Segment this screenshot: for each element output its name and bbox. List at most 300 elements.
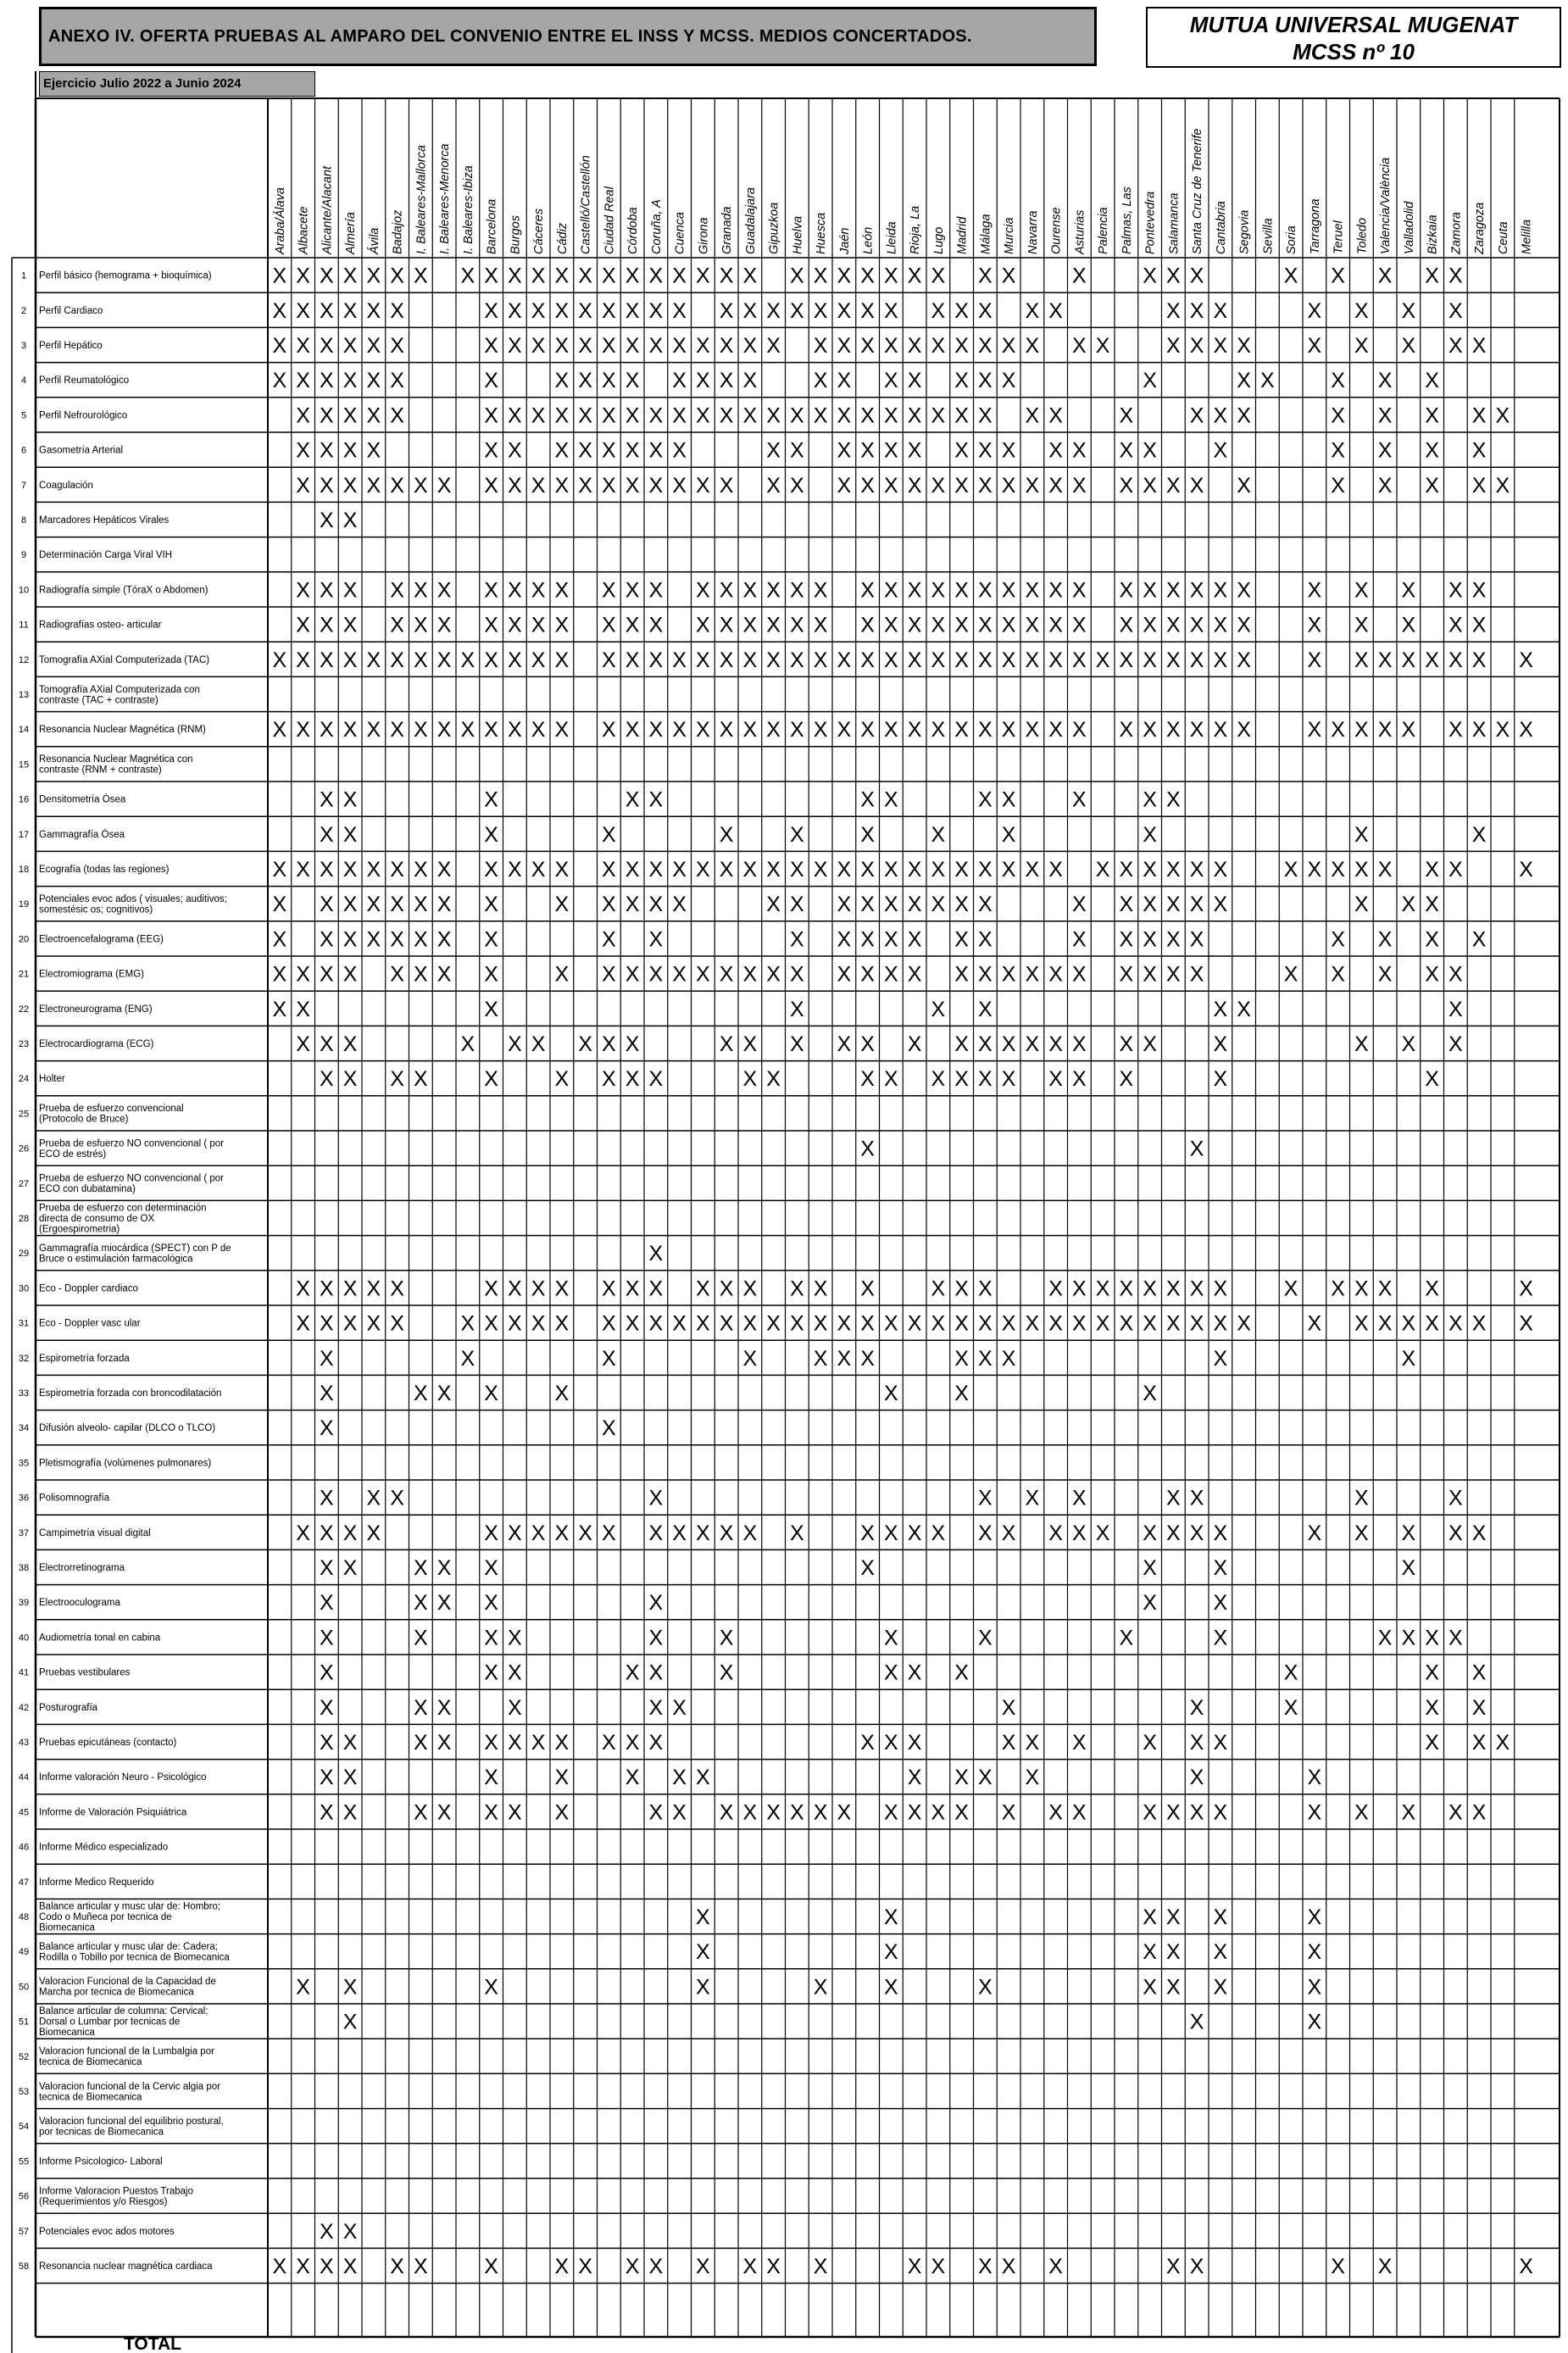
offer-mark: X [1189, 1311, 1204, 1336]
row-number: 28 [18, 1214, 30, 1224]
test-label: Pletismografía (volúmenes pulmonares) [39, 1458, 212, 1469]
offer-mark: X [954, 369, 969, 393]
offer-mark: X [1072, 1067, 1087, 1092]
offer-mark: X [790, 648, 804, 672]
offer-mark: X [320, 1382, 334, 1405]
offer-mark: X [931, 578, 946, 603]
offer-mark: X [719, 334, 734, 358]
test-label: Eco - Doppler cardiaco [39, 1283, 138, 1294]
offer-mark: X [1213, 298, 1228, 323]
offer-mark: X [1119, 718, 1134, 743]
offer-mark: X [484, 893, 498, 917]
offer-mark: X [1048, 718, 1063, 743]
offer-mark: X [320, 927, 334, 952]
offer-mark: X [1119, 858, 1134, 882]
offer-mark: X [390, 2255, 404, 2278]
row-number: 11 [19, 620, 29, 631]
offer-mark: X [907, 613, 922, 637]
offer-mark: X [1048, 858, 1063, 882]
offer-mark: X [554, 578, 570, 603]
offer-mark: X [366, 473, 381, 498]
offer-mark: X [320, 369, 334, 393]
offer-mark: X [625, 473, 640, 498]
offer-mark: X [1001, 1521, 1016, 1545]
offer-mark: X [790, 962, 804, 987]
offer-mark: X [790, 927, 804, 952]
offer-mark: X [602, 1521, 616, 1545]
offer-mark: X [790, 578, 804, 603]
offer-mark: X [602, 369, 616, 393]
offer-mark: X [837, 1800, 852, 1825]
offer-mark: X [342, 858, 358, 882]
row-number: 21 [18, 969, 30, 980]
offer-mark: X [1166, 1521, 1181, 1545]
offer-mark: X [907, 927, 922, 952]
offer-mark: X [1213, 893, 1228, 917]
offer-mark: X [1189, 2010, 1204, 2034]
row-number: 46 [18, 1842, 30, 1853]
offer-mark: X [860, 1032, 875, 1056]
row-number: 37 [18, 1527, 30, 1538]
offer-mark: X [578, 473, 592, 498]
row-number: 22 [18, 1004, 30, 1015]
offer-mark: X [978, 264, 993, 288]
offer-mark: X [1448, 962, 1463, 987]
offer-mark: X [837, 1032, 852, 1056]
offer-mark: X [860, 718, 875, 743]
offer-mark: X [742, 403, 758, 428]
province-header: Coruña, A [649, 199, 664, 254]
offer-mark: X [954, 1346, 969, 1371]
offer-mark: X [296, 578, 310, 603]
offer-mark: X [790, 893, 804, 917]
offer-mark: X [954, 718, 969, 743]
test-label: Radiografías osteo- articular [39, 620, 162, 631]
offer-mark: X [1048, 578, 1063, 603]
row-number: 31 [18, 1318, 30, 1329]
offer-mark: X [1095, 1521, 1110, 1545]
offer-mark: X [484, 1591, 498, 1616]
test-label: Informe valoración Neuro - Psicológico [39, 1772, 207, 1783]
offer-mark: X [625, 578, 640, 603]
offer-mark: X [790, 1032, 804, 1056]
offer-mark: X [625, 962, 640, 987]
offer-mark: X [884, 962, 898, 987]
offer-mark: X [790, 1800, 804, 1825]
offer-mark: X [1143, 1556, 1157, 1580]
offer-mark: X [1471, 473, 1487, 498]
offer-mark: X [1331, 369, 1345, 393]
offer-mark: X [508, 1277, 522, 1301]
offer-mark: X [648, 1626, 664, 1650]
offer-mark: X [414, 264, 428, 288]
test-label: somestésic os; cognitivos) [39, 904, 153, 915]
test-label: Eco - Doppler vasc ular [39, 1318, 141, 1329]
offer-mark: X [1072, 648, 1087, 672]
offer-mark: X [342, 962, 358, 987]
offer-mark: X [954, 648, 969, 672]
province-header: Córdoba [626, 207, 641, 254]
offer-mark: X [954, 1277, 969, 1301]
offer-mark: X [554, 1382, 570, 1405]
offer-mark: X [719, 1311, 734, 1336]
offer-mark: X [719, 1626, 734, 1650]
offer-mark: X [625, 1277, 640, 1301]
offer-mark: X [320, 718, 334, 743]
province-header: Lugo [931, 226, 946, 254]
offer-mark: X [508, 1800, 522, 1825]
test-label: Marcha por tecnica de Biomecanica [39, 1987, 194, 1998]
offer-mark: X [1237, 718, 1251, 743]
offer-mark: X [414, 718, 428, 743]
offer-mark: X [1471, 1731, 1487, 1755]
offer-mark: X [1143, 893, 1157, 917]
offer-mark: X [414, 1626, 428, 1650]
offer-mark: X [931, 997, 946, 1021]
offer-mark: X [1143, 578, 1157, 603]
offer-mark: X [1095, 858, 1110, 882]
offer-mark: X [1237, 473, 1251, 498]
test-label: Determinación Carga Viral VIH [39, 550, 173, 561]
offer-mark: X [790, 1521, 804, 1545]
offer-mark: X [366, 648, 381, 672]
offer-mark: X [1143, 1382, 1157, 1405]
offer-mark: X [648, 1242, 664, 1266]
offer-mark: X [1354, 1311, 1369, 1336]
offer-mark: X [884, 438, 898, 463]
offer-mark: X [696, 1975, 710, 2000]
offer-mark: X [1213, 613, 1228, 637]
offer-mark: X [1401, 298, 1416, 323]
offer-mark: X [484, 334, 498, 358]
offer-mark: X [390, 858, 404, 882]
offer-mark: X [296, 997, 310, 1021]
offer-mark: X [978, 997, 993, 1021]
offer-mark: X [390, 613, 404, 637]
offer-mark: X [907, 893, 922, 917]
offer-mark: X [648, 718, 664, 743]
offer-mark: X [1425, 1277, 1439, 1301]
offer-mark: X [414, 1382, 428, 1405]
offer-mark: X [366, 1311, 381, 1336]
offer-mark: X [696, 858, 710, 882]
offer-mark: X [578, 403, 592, 428]
offer-mark: X [978, 893, 993, 917]
test-label: Informe Psicologico- Laboral [39, 2156, 163, 2167]
offer-mark: X [1213, 1032, 1228, 1056]
offer-mark: X [1283, 1660, 1298, 1685]
offer-mark: X [320, 298, 334, 323]
offer-mark: X [1166, 893, 1181, 917]
offer-mark: X [320, 2219, 334, 2244]
offer-mark: X [696, 613, 710, 637]
row-number: 18 [18, 865, 30, 875]
offer-mark: X [719, 648, 734, 672]
offer-mark: X [342, 473, 358, 498]
province-header: Burgos [509, 215, 523, 254]
row-number: 40 [18, 1633, 30, 1644]
offer-mark: X [554, 893, 570, 917]
offer-mark: X [342, 1556, 358, 1580]
offer-mark: X [1401, 893, 1416, 917]
row-number: 36 [18, 1493, 30, 1504]
offer-mark: X [1448, 648, 1463, 672]
offer-mark: X [1025, 613, 1040, 637]
offer-mark: X [342, 787, 358, 812]
offer-mark: X [696, 1311, 710, 1336]
offer-mark: X [460, 1032, 475, 1056]
row-number: 24 [18, 1074, 30, 1085]
offer-mark: X [978, 1486, 993, 1510]
offer-mark: X [1119, 893, 1134, 917]
offer-mark: X [554, 1067, 570, 1092]
offer-mark: X [931, 298, 946, 323]
offer-mark: X [648, 1521, 664, 1545]
province-header: Ourense [1049, 207, 1064, 254]
test-label: Gammagrafía miocárdica (SPECT) con P de [39, 1243, 231, 1254]
offer-mark: X [1166, 648, 1181, 672]
offer-mark: X [484, 1660, 498, 1685]
offer-mark: X [1448, 1800, 1463, 1825]
offer-mark: X [414, 927, 428, 952]
offer-mark: X [1025, 718, 1040, 743]
offer-mark: X [648, 438, 664, 463]
offer-mark: X [1354, 822, 1369, 847]
offer-mark: X [1448, 1486, 1463, 1510]
test-label: directa de consumo de OX [39, 1214, 155, 1224]
offer-mark: X [1425, 1311, 1439, 1336]
offer-mark: X [978, 1975, 993, 2000]
offer-mark: X [1213, 403, 1228, 428]
offer-mark: X [1307, 1521, 1322, 1545]
test-label: Valoracion funcional del equilibrio postural, [39, 2116, 224, 2127]
offer-mark: X [954, 334, 969, 358]
offer-mark: X [837, 927, 852, 952]
offer-mark: X [1143, 1731, 1157, 1755]
offer-mark: X [296, 718, 310, 743]
offer-mark: X [272, 962, 287, 987]
offer-mark: X [1025, 1731, 1040, 1755]
offer-mark: X [1377, 369, 1393, 393]
offer-mark: X [1213, 1067, 1228, 1092]
offer-mark: X [1471, 1311, 1487, 1336]
province-header: Almería [344, 212, 359, 254]
offer-mark: X [1237, 403, 1251, 428]
test-label: Polisomnografía [39, 1493, 110, 1504]
test-label: (Protocolo de Bruce) [39, 1114, 129, 1125]
offer-mark: X [648, 2255, 664, 2278]
offer-mark: X [602, 613, 616, 637]
offer-mark: X [978, 298, 993, 323]
offer-mark: X [460, 264, 475, 288]
offer-mark: X [1377, 927, 1393, 952]
offer-mark: X [602, 473, 616, 498]
offer-mark: X [1213, 648, 1228, 672]
offer-mark: X [484, 1556, 498, 1580]
offer-mark: X [342, 403, 358, 428]
offer-mark: X [672, 648, 687, 672]
test-label: Perfil básico (hemograma + bioquímica) [39, 270, 212, 281]
offer-mark: X [884, 648, 898, 672]
offer-mark: X [1471, 927, 1487, 952]
offer-mark: X [1189, 1137, 1204, 1161]
test-label: Radiografía simple (TóraX o Abdomen) [39, 585, 209, 596]
offer-mark: X [742, 369, 758, 393]
offer-mark: X [1072, 438, 1087, 463]
offer-mark: X [1401, 1556, 1416, 1580]
offer-mark: X [931, 1800, 946, 1825]
test-label: tecnica de Biomecanica [39, 2092, 142, 2103]
offer-mark: X [719, 1660, 734, 1685]
offer-mark: X [1237, 369, 1251, 393]
offer-mark: X [602, 1416, 616, 1441]
offer-mark: X [1166, 927, 1181, 952]
offer-mark: X [1354, 858, 1369, 882]
offer-mark: X [766, 893, 781, 917]
offer-mark: X [696, 334, 710, 358]
offer-mark: X [366, 893, 381, 917]
offer-mark: X [578, 438, 592, 463]
offer-mark: X [1143, 264, 1157, 288]
offer-mark: X [342, 927, 358, 952]
offer-mark: X [1166, 578, 1181, 603]
row-number: 5 [20, 410, 27, 421]
offer-mark: X [742, 578, 758, 603]
offer-mark: X [742, 334, 758, 358]
offer-mark: X [907, 334, 922, 358]
offer-mark: X [672, 1311, 687, 1336]
offer-mark: X [648, 334, 664, 358]
offer-mark: X [1166, 1975, 1181, 2000]
offer-mark: X [1425, 369, 1439, 393]
offer-mark: X [954, 1660, 969, 1685]
offer-mark: X [884, 927, 898, 952]
offer-mark: X [1283, 1695, 1298, 1720]
offer-mark: X [272, 264, 287, 288]
offer-mark: X [320, 1416, 334, 1441]
offer-mark: X [1143, 927, 1157, 952]
offer-mark: X [954, 1067, 969, 1092]
offer-mark: X [342, 438, 358, 463]
offer-mark: X [648, 1591, 664, 1616]
offer-mark: X [837, 334, 852, 358]
offer-mark: X [625, 403, 640, 428]
offer-mark: X [296, 2255, 310, 2278]
offer-mark: X [1425, 473, 1439, 498]
offer-mark: X [320, 1626, 334, 1650]
offer-mark: X [790, 1311, 804, 1336]
offer-mark: X [1001, 787, 1016, 812]
offer-mark: X [554, 858, 570, 882]
offer-mark: X [484, 2255, 498, 2278]
offer-mark: X [1001, 334, 1016, 358]
row-number: 43 [18, 1738, 30, 1748]
offer-mark: X [1119, 403, 1134, 428]
offer-mark: X [625, 613, 640, 637]
offer-mark: X [1166, 718, 1181, 743]
offer-mark: X [1401, 1800, 1416, 1825]
offer-mark: X [1166, 334, 1181, 358]
offer-mark: X [508, 334, 522, 358]
offer-mark: X [554, 718, 570, 743]
offer-mark: X [672, 473, 687, 498]
row-number: 27 [18, 1178, 30, 1189]
test-label: Biomecanica [39, 2028, 95, 2039]
offer-mark: X [954, 473, 969, 498]
offer-mark: X [696, 369, 710, 393]
offer-mark: X [1143, 1940, 1157, 1965]
test-label: Valoracion funcional de la Lumbalgia por [39, 2046, 214, 2057]
offer-mark: X [648, 893, 664, 917]
offer-mark: X [1143, 962, 1157, 987]
offer-mark: X [1354, 648, 1369, 672]
offer-mark: X [813, 648, 828, 672]
offer-mark: X [813, 1346, 828, 1371]
offer-mark: X [696, 718, 710, 743]
offer-mark: X [531, 648, 546, 672]
offer-mark: X [1072, 1731, 1087, 1755]
offer-mark: X [342, 1521, 358, 1545]
offer-mark: X [860, 403, 875, 428]
offer-mark: X [648, 613, 664, 637]
offer-mark: X [907, 438, 922, 463]
offer-mark: X [978, 334, 993, 358]
offer-mark: X [554, 403, 570, 428]
province-header: Granada [720, 206, 735, 254]
offer-mark: X [1471, 438, 1487, 463]
test-label: (Ergoespirometria) [39, 1224, 120, 1235]
offer-mark: X [907, 718, 922, 743]
offer-mark: X [296, 613, 310, 637]
row-number: 12 [18, 654, 30, 665]
total-label: TOTAL [123, 2334, 182, 2353]
offer-mark: X [1048, 613, 1063, 637]
offer-mark: X [1189, 298, 1204, 323]
province-header: Zaragoza [1473, 202, 1487, 254]
offer-mark: X [390, 718, 404, 743]
offer-mark: X [1189, 927, 1204, 952]
offer-mark: X [766, 403, 781, 428]
ejercicio-period: Ejercicio Julio 2022 a Junio 2024 [39, 71, 315, 97]
offer-mark: X [1001, 718, 1016, 743]
offer-mark: X [648, 858, 664, 882]
offer-mark: X [719, 858, 734, 882]
offer-mark: X [719, 1277, 734, 1301]
province-header: I. Baleares-Ibiza [461, 165, 475, 254]
row-number: 34 [18, 1423, 30, 1434]
offer-mark: X [1025, 1766, 1040, 1790]
offer-mark: X [1189, 858, 1204, 882]
offer-mark: X [1166, 473, 1181, 498]
offer-mark: X [719, 403, 734, 428]
offer-mark: X [320, 962, 334, 987]
province-header: León [861, 226, 876, 254]
offer-mark: X [1237, 1311, 1251, 1336]
test-label: Potenciales evoc ados ( visuales; auditivos; [39, 893, 227, 904]
offer-mark: X [1166, 787, 1181, 812]
row-number: 44 [18, 1772, 30, 1783]
offer-mark: X [625, 648, 640, 672]
offer-mark: X [1495, 473, 1510, 498]
offer-mark: X [648, 648, 664, 672]
offer-mark: X [648, 1660, 664, 1685]
offer-mark: X [1354, 1486, 1369, 1510]
offer-mark: X [602, 298, 616, 323]
offer-mark: X [1072, 893, 1087, 917]
offer-mark: X [931, 473, 946, 498]
offer-mark: X [978, 1766, 993, 1790]
offer-mark: X [436, 927, 452, 952]
